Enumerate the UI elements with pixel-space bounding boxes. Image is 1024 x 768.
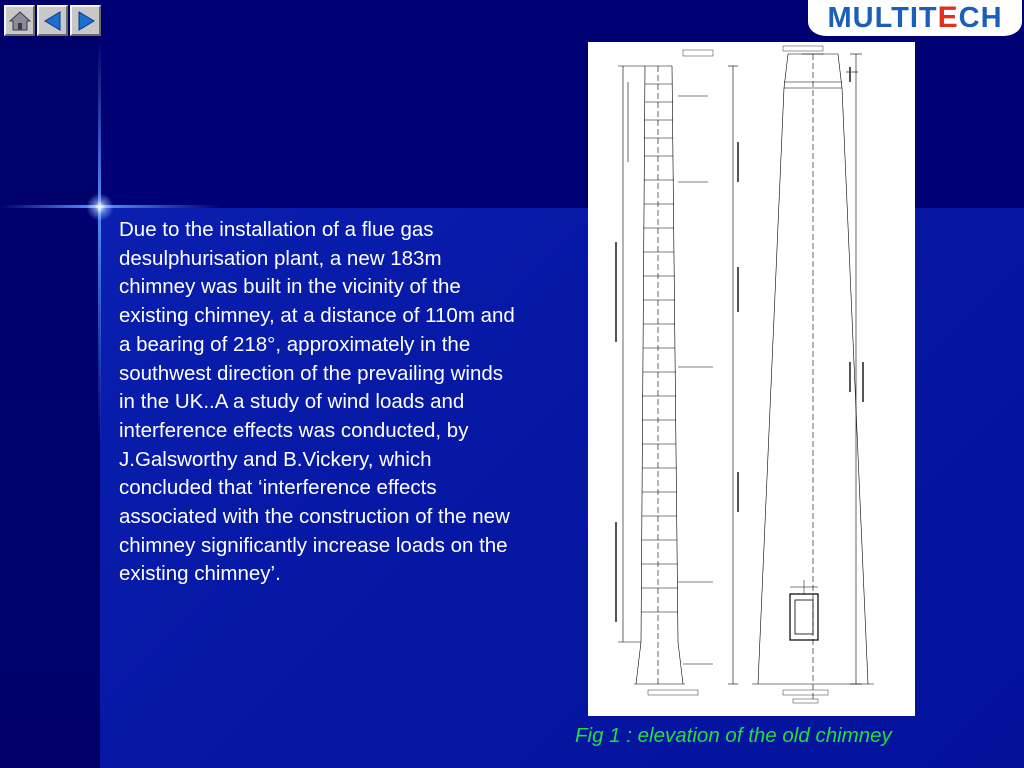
slide-body-text: Due to the installation of a flue gas desulphurisation plant, a new 183m chimney was built in the vicinity of the existing chimney, at a distance of 110m and a bearing of 218°, approximately in the southwest direction of the prevailing winds in the UK..A a study of wind loads and interference effects was conducted, by J.Galsworthy and B.Vickery, which concluded that ‘interference effects associated with the construction of the new chimney significantly increase loads on the existing chimney’.: [119, 218, 515, 586]
flare-vertical-line: [98, 40, 101, 440]
slide-navigation: [4, 5, 101, 36]
logo-text-part3: CH: [958, 1, 1003, 34]
home-icon: [9, 11, 31, 31]
chimney-drawing-svg: [588, 42, 915, 716]
next-slide-button[interactable]: [70, 5, 101, 36]
background-bottom-left: [0, 208, 100, 768]
home-button[interactable]: [4, 5, 35, 36]
flare-glow: [86, 193, 114, 221]
logo-text-part2: E: [937, 1, 959, 34]
logo-text-part1: MULTIT: [827, 1, 938, 34]
triangle-right-icon: [75, 10, 97, 32]
triangle-left-icon: [42, 10, 64, 32]
multitech-logo: [808, 0, 1022, 36]
figure-caption: Fig 1 : elevation of the old chimney: [575, 724, 892, 747]
chimney-elevation-drawing: [588, 42, 915, 716]
previous-slide-button[interactable]: [37, 5, 68, 36]
